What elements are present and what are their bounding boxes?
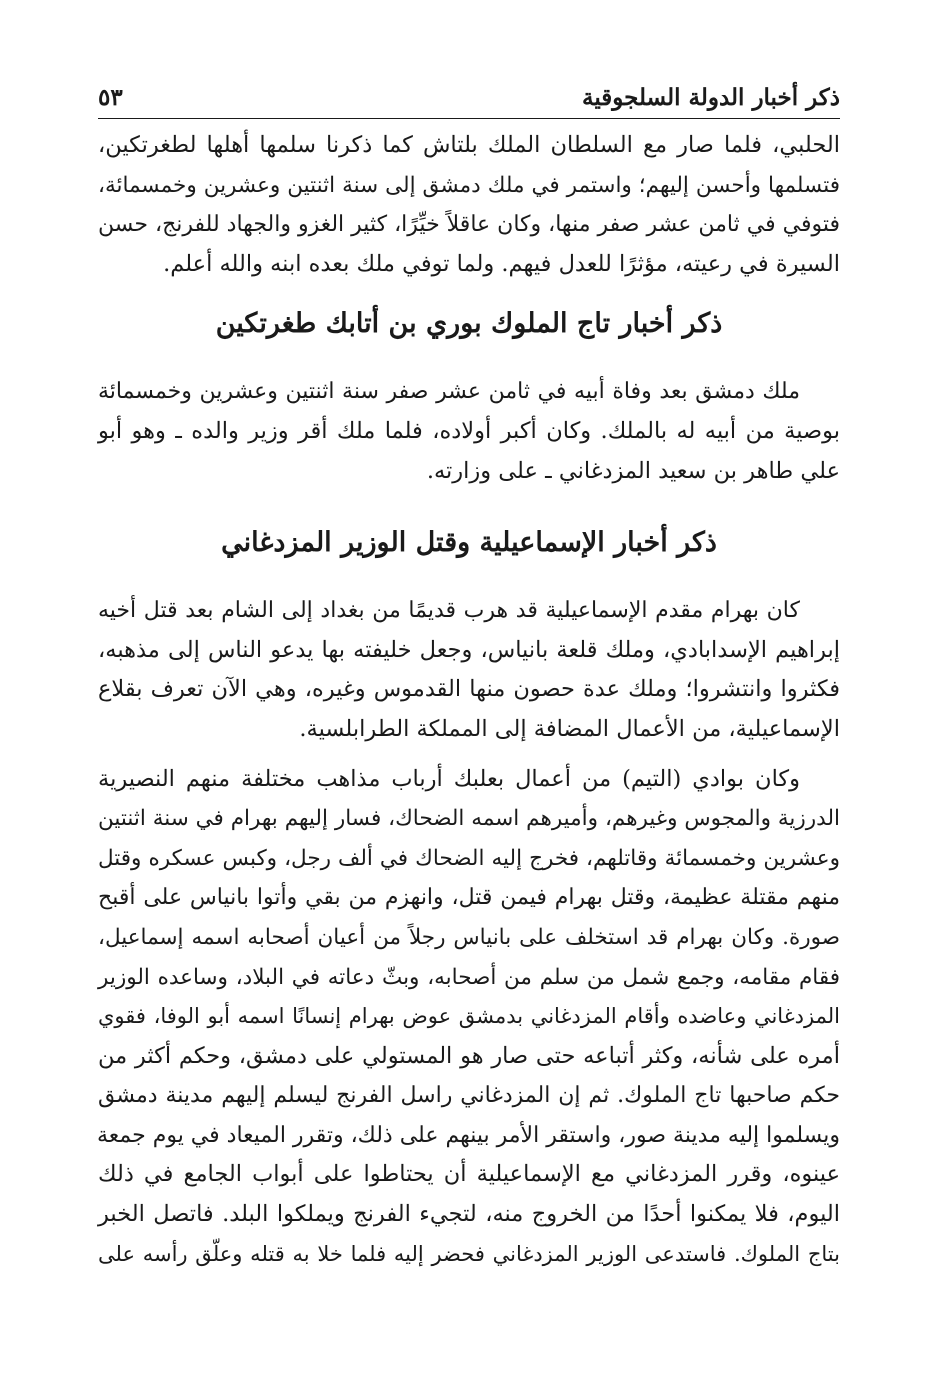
text-line: ملك دمشق بعد وفاة أبيه في ثامن عشر صفر سنة اثنتين وعشرين وخمسمائة	[98, 379, 800, 405]
section-heading-taj-al-muluk: ذكر أخبار تاج الملوك بوري بن أتابك طغرتكين	[215, 308, 723, 340]
page-number: ٥٣	[98, 84, 123, 111]
paragraph-3	[98, 591, 840, 749]
text-line: وكان بوادي (التيم) من أعمال بعلبك أرباب مذاهب مختلفة منهم النصيرية	[98, 765, 800, 792]
text-line: الإسماعيلية، من الأعمال المضافة إلى المملكة الطرابلسية.	[299, 715, 840, 742]
text-line: فقام مقامه، وجمع شمل من سلم من أصحابه، وبثّ دعاته في البلاد، وساعده الوزير	[98, 964, 840, 990]
text-line: بتاج الملوك. فاستدعى الوزير المزدغاني فحضر إليه فلما خلا به قتله وعلّق رأسه على	[98, 1241, 840, 1266]
paragraph-gap	[98, 750, 840, 760]
text-line: إبراهيم الإسدابادي، وملك قلعة بانياس، وجعل خليفته بها يدعو الناس إلى مذهبه،	[98, 636, 840, 663]
text-line: صورة. وكان بهرام قد استخلف على بانياس رجلاً من أعيان أصحابه اسمه إسماعيل،	[98, 924, 840, 950]
text-line: حكم صاحبها تاج الملوك. ثم إن المزدغاني راسل الفرنج ليسلم إليهم مدينة دمشق	[98, 1083, 840, 1109]
text-line: فكثروا وانتشروا؛ وملك عدة حصون منها القدموس وغيره، وهي الآن تعرف بقلاع	[98, 676, 840, 703]
text-line: فتوفي في ثامن عشر صفر منها، وكان عاقلاً خيِّرًا، كثير الغزو والجهاد للفرنج، حسن	[98, 212, 840, 238]
text-line: الحلبي، فلما صار مع السلطان الملك بلتاش كما ذكرنا سلمها أهلها لطغرتكين،	[98, 132, 840, 158]
text-line: كان بهرام مقدم الإسماعيلية قد هرب قديمًا من بغداد إلى الشام بعد قتل أخيه	[98, 598, 800, 624]
page-header	[98, 82, 840, 119]
text-line: وعشرين وخمسمائة وقاتلهم، فخرج إليه الضحاك في ألف رجل، وكبس عسكره وقتل	[98, 845, 840, 871]
text-line: الدرزية والمجوس وغيرهم، وأميرهم اسمه الضحاك، فسار إليهم بهرام في سنة اثنتين	[98, 806, 840, 832]
text-line: بوصية من أبيه له بالملك. وكان أكبر أولاده، فلما ملك أقر وزير والده ـ وهو أبو	[98, 417, 840, 444]
text-line: عينوه، وقرر المزدغاني مع الإسماعيلية أن يحتاطوا على أبواب الجامع في ذلك	[98, 1161, 840, 1188]
text-line: فتسلمها وأحسن إليهم؛ واستمر في ملك دمشق إلى سنة اثنتين وعشرين وخمسمائة،	[98, 172, 840, 198]
text-line: علي طاهر بن سعيد المزدغاني ـ على وزارته.	[426, 457, 840, 484]
section-heading-ismailiyya: ذكر أخبار الإسماعيلية وقتل الوزير المزدغاني	[221, 527, 717, 559]
paragraph-1	[98, 126, 840, 284]
text-line: السيرة في رعيته، مؤثرًا للعدل فيهم. ولما توفي ملك بعده ابنه والله أعلم.	[163, 250, 840, 277]
text-line: منهم مقتلة عظيمة، وقتل بهرام فيمن قتل، وانهزم من بقي وأتوا بانياس على أقبح	[98, 885, 840, 911]
page-body	[98, 126, 840, 1274]
paragraph-4	[98, 760, 840, 1275]
text-line: ويسلموا إليه مدينة صور، واستقر الأمر بينهم على ذلك، وتقرر الميعاد في يوم جمعة	[96, 1122, 840, 1148]
paragraph-2	[98, 372, 840, 491]
text-line: اليوم، فلا يمكنوا أحدًا من الخروج منه، لتجيء الفرنج ويملكوا البلد. فاتصل الخبر	[98, 1201, 840, 1228]
running-title: ذكر أخبار الدولة السلجوقية	[581, 84, 840, 111]
text-line: أمره على شأنه، وكثر أتباعه حتى صار هو المستولي على دمشق، وحكم أكثر من	[98, 1042, 840, 1069]
text-line: المزدغاني وعاضده وأقام المزدغاني بدمشق عوض بهرام إنسانًا اسمه أبو الوفا، فقوي	[98, 1004, 840, 1029]
